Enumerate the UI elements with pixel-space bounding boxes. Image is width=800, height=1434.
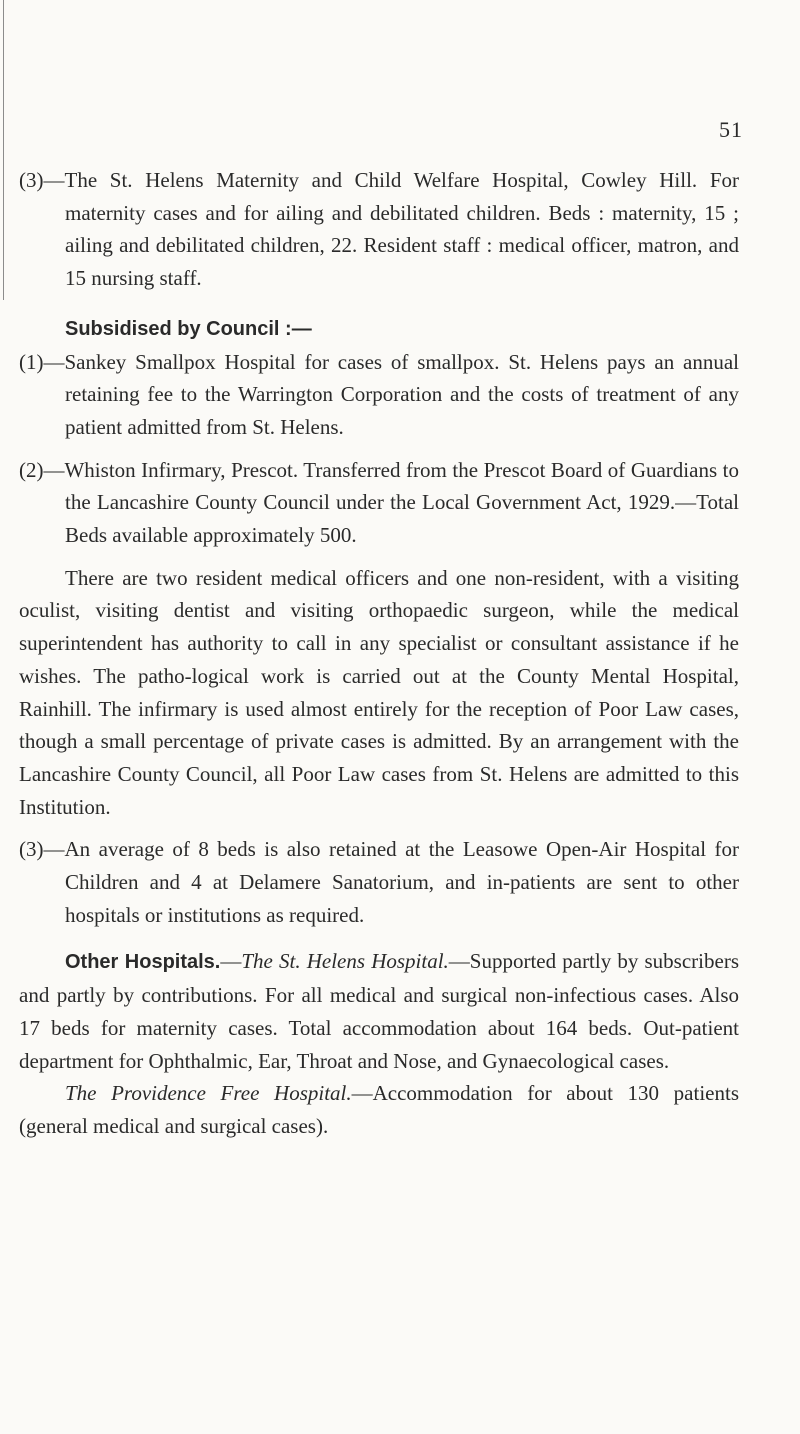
leasowe-delamere-item: (3)—An average of 8 beds is also retained at the Leasowe Open-Air Hospital for Children and 4 at Delamere Sanatorium, and in-patients are sent to other hospitals or institutions as required. — [19, 837, 739, 927]
subsidised-heading: Subsidised by Council :— — [65, 317, 312, 340]
infirmary-staff-paragraph: There are two resident medical officers and one non-resident, with a visiting oculist, visiting dentist and visiting orthopaedic surgeon, while the medical superintendent has authority to call in any specialist or consultant assistance if he wishes. The patho-logical work is carried out at the County Mental Hospital, Rainhill. The infirmary is used almost entirely for the reception of Poor Law cases, though a small percentage of private cases is admitted. By an arrangement with the Lancashire County Council, all Poor Law cases from St. Helens are admitted to this Institution. — [19, 565, 739, 819]
whiston-infirmary-item: (2)—Whiston Infirmary, Prescot. Transferred from the Prescot Board of Guardians to the Lancashire County Council under the Local Government Act, 1929.—Total Beds available approximately 500. — [19, 457, 739, 548]
other-hospitals-separator: — — [220, 949, 242, 974]
page-edge-line — [3, 0, 4, 300]
page-number: 51 — [719, 117, 743, 142]
document-body — [19, 164, 739, 1143]
providence-hospital-paragraph — [19, 1077, 739, 1142]
maternity-hospital-item: (3)—The St. Helens Maternity and Child Welfare Hospital, Cowley Hill. For maternity cases and for ailing and debilitated children. Beds : maternity, 15 ; ailing and debilitated children, 22. Resident staff : medical officer, matron, and 15 nursing staff. — [19, 168, 739, 291]
other-hospitals-paragraph — [19, 945, 739, 1077]
sankey-hospital-item: (1)—Sankey Smallpox Hospital for cases of smallpox. St. Helens pays an annual retaining fee to the Warrington Corporation and the costs of treatment of any patient admitted from St. Helens. — [19, 349, 739, 439]
st-helens-hospital-text: —Supported partly by subscribers and partly by contributions. For all medical and surgical non-infectious cases. Also 17 beds for maternity cases. Total accommodation about 164 beds. Out-patient department for Ophthalmic, Ear, Throat and Nose, and Gynaecological cases. — [19, 949, 739, 1073]
st-helens-hospital-title: The St. Helens Hospital. — [241, 949, 449, 974]
other-hospitals-heading: Other Hospitals. — [65, 951, 221, 974]
providence-hospital-title: The Providence Free Hospital. — [65, 1081, 352, 1106]
providence-hospital-text: —Accommodation for about 130 patients (general medical and surgical cases). — [19, 1081, 739, 1138]
